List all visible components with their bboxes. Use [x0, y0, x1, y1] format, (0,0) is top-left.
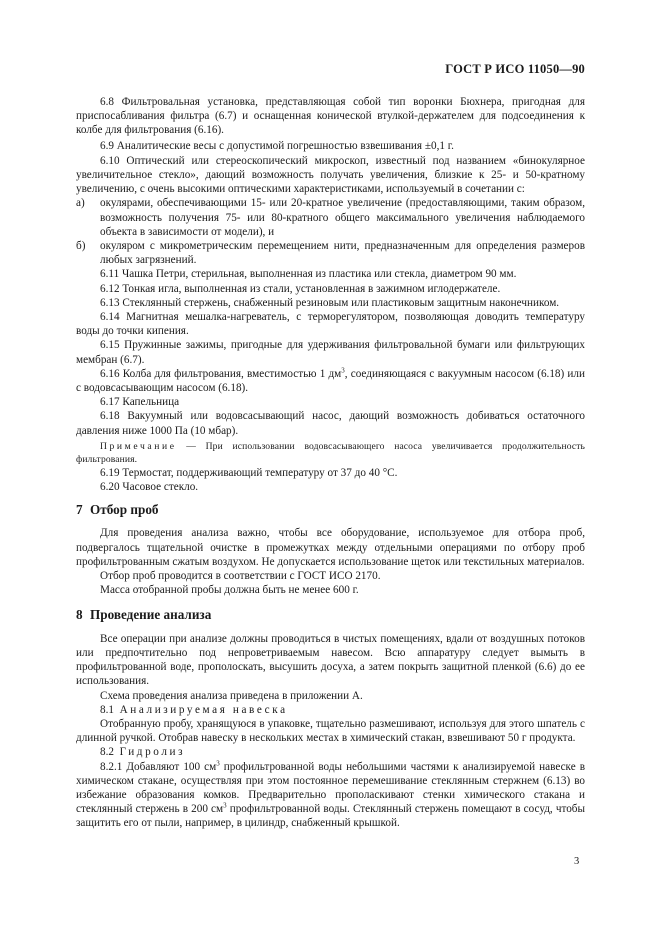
list-item-a	[76, 196, 585, 239]
subsection-number: 8.2	[100, 746, 114, 759]
item-8-2-1-text-end: профильтрованной воды. Стеклянный стержень помещают в сосуд, чтобы защитить его от пыли, например, в цилиндр, снабженный крышкой.	[76, 803, 585, 830]
section-number: 7	[76, 502, 83, 518]
note-label: Примечание	[100, 440, 177, 452]
list-text: окулярами, обеспечивающими 15- или 20-кратное увеличение (предоставляющими, таким образом, возможность получения 75- или 80-кратного общего максимального увеличения наблюдаемого объекта в зависимости от модели), и	[100, 197, 585, 238]
section-7-paragraph: Отбор проб проводится в соответствии с ГОСТ ИСО 2170.	[100, 570, 381, 583]
item-6-17: 6.17 Капельница	[100, 396, 180, 409]
list-marker: а)	[76, 197, 85, 210]
item-6-13: 6.13 Стеклянный стержень, снабженный резиновым или пластиковым защитным наконечником.	[100, 296, 560, 309]
page-content	[76, 95, 585, 831]
section-7-paragraph: Масса отобранной пробы должна быть не менее 600 г.	[100, 584, 359, 597]
subsection-title: Гидролиз	[119, 746, 186, 759]
section-8-paragraph: Схема проведения анализа приведена в приложении А.	[100, 689, 363, 702]
section-8-heading	[76, 608, 585, 622]
item-6-11: 6.11 Чашка Петри, стерильная, выполненная из пластика или стекла, диаметром 90 мм.	[100, 268, 517, 281]
list-item-b	[76, 239, 585, 267]
item-6-16-text: 6.16 Колба для фильтрования, вместимостью 1 дм	[100, 367, 342, 380]
subsection-number: 8.1	[100, 703, 114, 716]
document-code-header: ГОСТ Р ИСО 11050—90	[445, 62, 585, 76]
item-8-2-1-text: 8.2.1 Добавляют 100 см	[100, 760, 217, 773]
superscript: 3	[223, 801, 227, 810]
superscript: 3	[216, 758, 220, 767]
item-6-9: 6.9 Аналитические весы с допустимой погрешностью взвешивания ±0,1 г.	[100, 139, 454, 152]
item-6-18: 6.18 Вакуумный или водовсасывающий насос, дающий возможность добиваться остаточного давления ниже 1000 Па (10 мбар).	[76, 410, 585, 437]
page-number: 3	[574, 856, 580, 867]
section-7-paragraph: Для проведения анализа важно, чтобы все оборудование, используемое для отбора проб, подвергалось тщательной очистке в промежутках между отдельными операциями по отбору проб профильтрованным сжатым воздухом. Не допускается использование щеток или текстильных материалов.	[76, 527, 585, 568]
subsection-title: Анализируемая навеска	[119, 703, 288, 716]
item-6-14: 6.14 Магнитная мешалка-нагреватель, с терморегулятором, позволяющая доводить температуру воды до точки кипения.	[76, 311, 585, 338]
list-marker: б)	[76, 240, 86, 253]
item-8-2-1-text-middle: профильтрованной воды небольшими частями к анализируемой навеске в химическом стакане, осуществляя при этом постоянное перемешивание стеклянным стержнем (6.13) во избежание образования комков. Предварительно прополаскивают стенки химического стакана и стеклянный стержень в 200 см	[76, 760, 585, 816]
list-text: окуляром с микрометрическим перемещением нити, предназначенным для определения размеров любых загрязнений.	[100, 240, 585, 267]
item-6-16-text-end: , соединяющаяся с вакуумным насосом (6.18) или с водовсасывающим насосом (6.18).	[76, 367, 585, 395]
item-6-15: 6.15 Пружинные зажимы, пригодные для удерживания фильтровальной бумаги или фильтрующих мембран (6.7).	[76, 339, 585, 366]
note-text: — При использовании водовсасывающего насоса увеличивается продолжительность фильтрования.	[76, 440, 585, 465]
section-8-paragraph: Все операции при анализе должны проводиться в чистых помещениях, вдали от воздушных потоков или предпочтительно под непроветриваемым навесом. Всю аппаратуру следует вымыть в профильтрованной воде, прополоскать, высушить досуха, а затем покрыть защитной пленкой (6.6) до ее использования.	[76, 632, 585, 688]
section-7-heading	[76, 503, 585, 517]
item-6-12: 6.12 Тонкая игла, выполненная из стали, установленная в зажимном иглодержателе.	[100, 282, 501, 295]
subsection-8-1-heading	[76, 703, 585, 717]
subsection-8-1-paragraph: Отобранную пробу, хранящуюся в упаковке, тщательно размешивают, используя для этого шпатель с длинной ручкой. Отобрав навеску в нескольких местах в химический стакан, взвешивают 50 г продукта.	[76, 717, 585, 745]
item-8-2-1	[76, 760, 585, 831]
section-number: 8	[76, 606, 83, 622]
item-6-16	[76, 367, 585, 395]
section-title: Отбор проб	[90, 502, 159, 518]
superscript: 3	[341, 366, 345, 375]
section-title: Проведение анализа	[90, 606, 212, 622]
note	[76, 440, 585, 466]
item-6-8: 6.8 Фильтровальная установка, представляющая собой тип воронки Бюхнера, пригодная для приспосабливания фильтра (6.7) и оснащенная конической втулкой-держателем для подсоединения к колбе для фильтрования (6.16).	[76, 96, 585, 137]
item-6-19: 6.19 Термостат, поддерживающий температуру от 37 до 40 °С.	[100, 466, 398, 479]
item-6-20: 6.20 Часовое стекло.	[100, 481, 199, 494]
subsection-8-2-heading	[76, 745, 585, 759]
item-6-10: 6.10 Оптический или стереоскопический микроскоп, известный под названием «бинокулярное увеличительное стекло», дающий возможность получать увеличения, близкие к 25- и 50-кратному увеличению, с очень высокими оптическими характеристиками, используемый в сочетании с:	[76, 154, 585, 196]
